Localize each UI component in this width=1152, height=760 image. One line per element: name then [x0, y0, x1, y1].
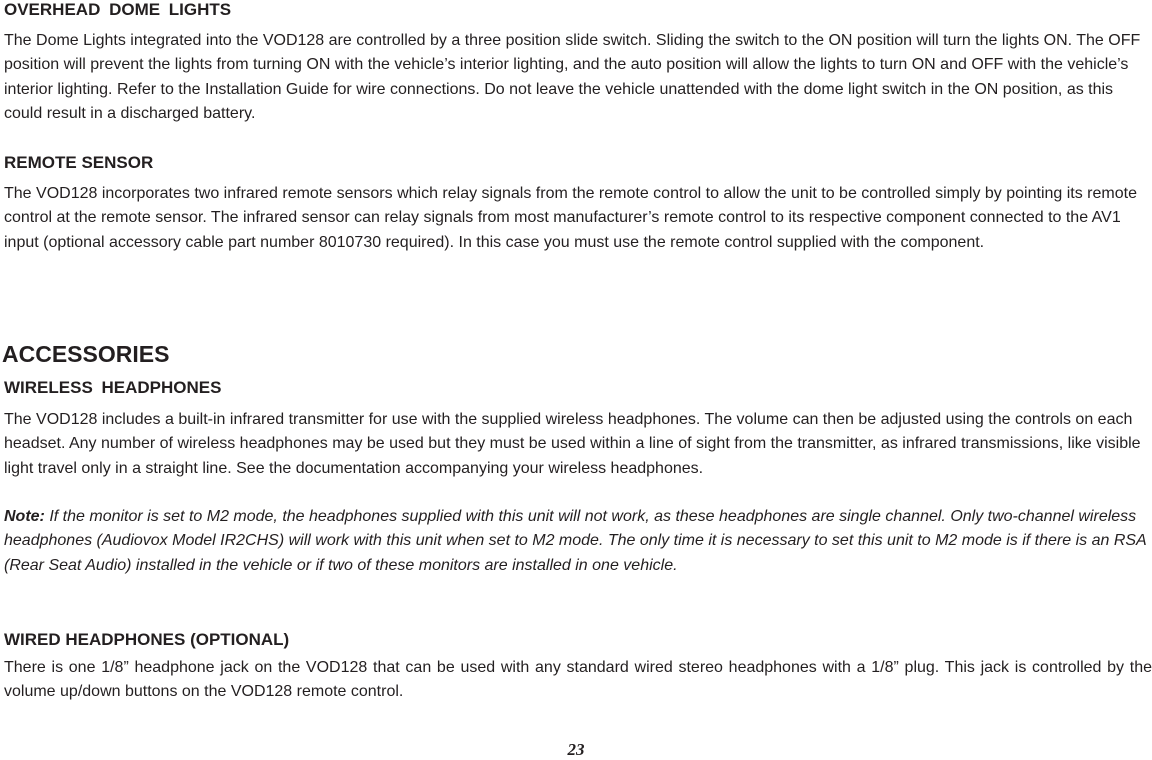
note-label: Note:: [4, 508, 45, 525]
wired-headphones-heading: WIRED HEADPHONES (OPTIONAL): [4, 630, 290, 649]
dome-lights-paragraph: The Dome Lights integrated into the VOD128 are controlled by a three position slide switch. Sliding the switch to the ON position will turn the lights ON. The OFF position will prevent the lights from turning ON with the vehicle’s interior lighting, and the auto position will allow the lights to turn ON and OFF with the vehicle’s interior lighting. Refer to the Installation Guide for wire connections. Do not leave the vehicle unattended with the dome light switch in the ON position, as this could result in a discharged battery.: [4, 32, 1141, 122]
remote-sensor-heading: REMOTE SENSOR: [4, 153, 154, 172]
wired-headphones-paragraph: There is one 1/8” headphone jack on the VOD128 that can be used with any standard wired stereo headphones with a 1/8” plug. This jack is controlled by the volume up/down buttons on the VOD128 remote control.: [4, 659, 1152, 701]
note-text: If the monitor is set to M2 mode, the headphones supplied with this unit will not work, as these headphones are single channel. Only two-channel wireless headphones (Audiovox Model IR2CHS) will work with this unit when set to M2 mode. The only time it is necessary to set this unit to M2 mode is if there is an RSA (Rear Seat Audio) installed in the vehicle or if two of these monitors are installed in one vehicle.: [4, 508, 1147, 574]
page-number: 23: [567, 740, 585, 759]
wireless-headphones-heading: WIRELESS HEADPHONES: [4, 378, 222, 397]
dome-lights-heading: OVERHEAD DOME LIGHTS: [4, 0, 232, 19]
accessories-heading: ACCESSORIES: [2, 341, 170, 367]
wireless-headphones-paragraph: The VOD128 includes a built-in infrared transmitter for use with the supplied wireless headphones. The volume can then be adjusted using the controls on each headset. Any number of wireless headphones may be used but they must be used within a line of sight from the transmitter, as infrared transmissions, like visible light travel only in a straight line. See the documentation accompanying your wireless headphones.: [4, 411, 1141, 477]
wireless-headphones-note: [4, 505, 1152, 578]
remote-sensor-paragraph: The VOD128 incorporates two infrared remote sensors which relay signals from the remote control to allow the unit to be controlled simply by pointing its remote control at the remote sensor. The infrared sensor can relay signals from most manufacturer’s remote control to its respective component connected to the AV1 input (optional accessory cable part number 8010730 required). In this case you must use the remote control supplied with the component.: [4, 185, 1137, 251]
